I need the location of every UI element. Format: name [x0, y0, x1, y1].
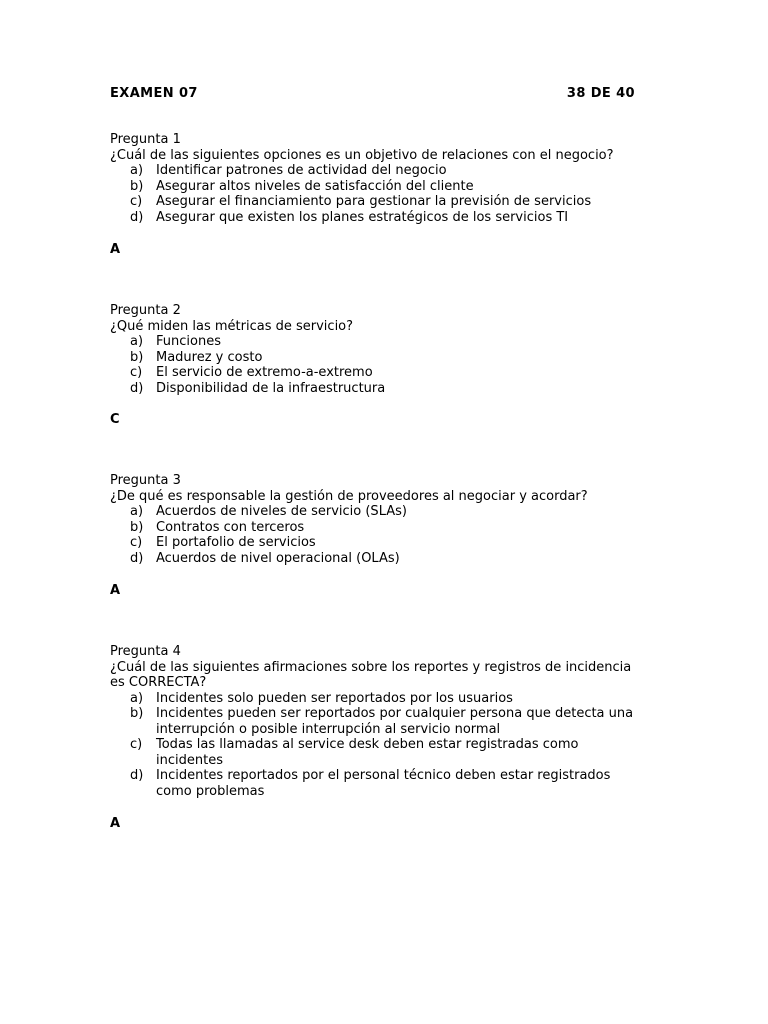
option-a: a) Funciones	[130, 334, 221, 349]
question-text: ¿Cuál de las siguientes afirmaciones sobre los reportes y registros de incidencia es CORRECTA?	[110, 659, 632, 690]
option-a: a) Identificar patrones de actividad del negocio	[130, 163, 447, 178]
question-title: Pregunta 1	[110, 132, 181, 147]
page-counter: 38 DE 40	[566, 86, 635, 101]
question-title: Pregunta 4	[110, 644, 181, 659]
option-list	[110, 334, 670, 396]
answer-3: A	[110, 583, 121, 598]
option-d: d) Disponibilidad de la infraestructura	[130, 380, 386, 396]
option-b: b) Asegurar altos niveles de satisfacción del cliente	[130, 178, 474, 194]
option-b: b) Madurez y costo	[130, 349, 263, 365]
question-title: Pregunta 3	[110, 473, 181, 488]
question-1	[110, 132, 670, 225]
option-c: c) Asegurar el financiamiento para gestionar la previsión de servicios	[130, 194, 592, 209]
option-d: d) Acuerdos de nivel operacional (OLAs)	[130, 550, 400, 566]
option-c: c) Todas las llamadas al service desk deben estar registradas como incidentes	[130, 737, 579, 768]
option-list	[110, 504, 670, 566]
question-4	[110, 644, 640, 799]
answer-2: C	[110, 412, 120, 427]
answer-1: A	[110, 242, 121, 257]
question-text: ¿De qué es responsable la gestión de proveedores al negociar y acordar?	[110, 488, 588, 504]
question-3	[110, 473, 670, 566]
exam-header	[110, 86, 635, 101]
option-b: b) Incidentes pueden ser reportados por cualquier persona que detecta una interrupción o posible interrupción al servicio normal	[130, 706, 634, 737]
answer-4: A	[110, 816, 121, 831]
option-list	[110, 691, 640, 800]
question-text: ¿Cuál de las siguientes opciones es un objetivo de relaciones con el negocio?	[110, 147, 614, 163]
option-a: a) Acuerdos de niveles de servicio (SLAs)	[130, 504, 407, 519]
option-c: c) El portafolio de servicios	[130, 535, 316, 550]
option-d: d) Asegurar que existen los planes estratégicos de los servicios TI	[130, 209, 569, 225]
option-list	[110, 163, 670, 225]
option-d: d) Incidentes reportados por el personal técnico deben estar registrados como problemas	[130, 768, 611, 799]
option-a: a) Incidentes solo pueden ser reportados por los usuarios	[130, 690, 513, 706]
option-c: c) El servicio de extremo-a-extremo	[130, 365, 373, 380]
question-text: ¿Qué miden las métricas de servicio?	[110, 318, 354, 334]
exam-title: EXAMEN 07	[110, 86, 198, 101]
question-2	[110, 303, 670, 396]
question-title: Pregunta 2	[110, 303, 181, 318]
option-b: b) Contratos con terceros	[130, 519, 305, 535]
